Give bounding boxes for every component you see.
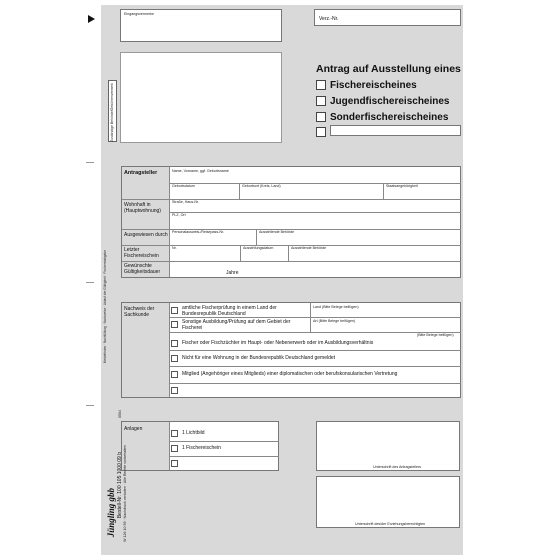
proof-item-training: Sonstige Ausbildung/Prüfung auf dem Gebiet der Fischerei [182, 319, 291, 331]
publisher-name: Jüngling gbb [106, 488, 116, 538]
receipt-notes-label: Eingangsvermerke [124, 12, 154, 16]
proof-checkbox-fisher[interactable] [171, 340, 178, 347]
applicant-signature-field[interactable] [316, 421, 460, 471]
last-license-label: Letzter Fischereischein [124, 247, 159, 259]
stamp-label-text: Zuständige Behörde/Gebührenvermerk [110, 83, 114, 142]
option-label-sonderfischereischein: Sonderfischereischeines [330, 112, 449, 123]
margin-note-text: Meldefristen · Nachfüllung · Nachweise · Ablauf der Gültigkeit · Fischereiabgabe [103, 250, 107, 364]
nationality-label: Staatsangehörigkeit [386, 184, 418, 188]
order-subtext [123, 445, 127, 542]
margin-note [103, 250, 107, 363]
proof-section [121, 302, 461, 398]
application-title: Antrag auf Ausstellung eines [316, 63, 461, 75]
guardian-signature-label: Unterschrift des/der Erziehungsberechtigten [355, 522, 426, 526]
license-nr-label: Nr. [172, 246, 177, 250]
stamp-side-label [108, 80, 117, 142]
proof-checkbox-training[interactable] [171, 321, 178, 328]
issuing-authority-label: Ausstellende Behörde [291, 246, 327, 250]
reference-number-field[interactable] [314, 9, 461, 26]
attachments-label: Anlagen [124, 426, 143, 432]
proof-item-diplomatic: Mitglied (Angehöriger eines Mitglieds) einer diplomatischen oder berufskonsularischen Vertretung [182, 371, 398, 377]
authority-stamp-area[interactable] [120, 52, 282, 143]
attachment-checkbox-other[interactable] [171, 460, 178, 467]
option-checkbox-fischereischein[interactable] [316, 80, 326, 90]
fold-mark-icon [86, 405, 94, 406]
proof-item-exam: amtliche Fischerprüfung in einem Land der Bundesrepublik Deutschland [182, 305, 277, 317]
option-checkbox-jugendfischereischein[interactable] [316, 96, 326, 106]
reference-number-label: Verz.-Nr. [319, 16, 339, 22]
order-number-text: Bestell-Nr. 100 105 1000 09 b [117, 452, 123, 519]
proof-checkbox-exam[interactable] [171, 307, 178, 314]
proof-art-label: Art (Bitte Belege beifügen) [313, 319, 356, 323]
issue-date-label: Ausstellungsdatum [243, 246, 274, 250]
id-authority-label: Ausstellende Behörde [259, 230, 295, 234]
publisher-logo [106, 488, 116, 537]
attachment-checkbox-license[interactable] [171, 445, 178, 452]
validity-label: Gewünschte Gültigkeitsdauer [124, 263, 161, 275]
fold-mark-icon [86, 162, 94, 163]
birthdate-label: Geburtsdatum [172, 184, 195, 188]
guardian-signature-field[interactable] [316, 476, 460, 528]
attachment-checkbox-photo[interactable] [171, 430, 178, 437]
birthplace-label: Geburtsort (Kreis, Land) [242, 184, 281, 188]
attachment-item-photo: 1 Lichtbild [182, 430, 205, 436]
proof-checkbox-diplomatic[interactable] [171, 371, 178, 378]
applicant-signature-label: Unterschrift des Antragstellers [373, 465, 421, 469]
option-checkbox-sonderfischereischein[interactable] [316, 112, 326, 122]
receipt-notes-field[interactable] [120, 9, 282, 42]
option-label-fischereischein: Fischereischeines [330, 80, 417, 91]
street-label: Straße, Haus-Nr. [172, 200, 199, 204]
proof-belege-label: (Bitte Belege beifügen) [417, 333, 454, 337]
fold-mark-icon [86, 282, 94, 283]
arrow-marker-icon [88, 15, 95, 23]
plz-label: PLZ, Ort [172, 213, 186, 217]
proof-label: Nachweis der Sachkunde [124, 306, 155, 318]
proof-item-no-residence: Nicht für eine Wohnung in der Bundesrepublik Deutschland gemeldet [182, 355, 336, 361]
id-label: Ausgewiesen durch [124, 232, 168, 238]
order-subtext-text: W 126 10 59 · Nachdruck verboten · Alle Rechte vorbehalten [123, 445, 127, 542]
applicant-section [121, 166, 461, 278]
residence-label: Wohnhaft in (Hauptwohnung) [124, 202, 161, 214]
attachments-section [121, 421, 279, 471]
form-code-text: 0504 [118, 410, 122, 418]
form-code [118, 410, 122, 418]
proof-item-fisher: Fischer oder Fischzüchter im Haupt- oder Nebenerwerb oder im Ausbildungsverhältnis [182, 340, 374, 346]
option-label-jugendfischereischein: Jugendfischereischeines [330, 96, 450, 107]
proof-land-label: Land (Bitte Belege beifügen) [313, 305, 359, 309]
years-label: Jahre [226, 270, 239, 276]
option-checkbox-other[interactable] [316, 127, 326, 137]
name-label: Name, Vorname, ggf. Geburtsname [172, 169, 229, 173]
applicant-label: Antragsteller [124, 170, 158, 176]
proof-checkbox-other[interactable] [171, 387, 178, 394]
id-document-label: Personalausweis-/Reisepass-Nr. [172, 230, 224, 234]
proof-checkbox-no-residence[interactable] [171, 355, 178, 362]
attachment-item-license: 1 Fischereischein [182, 445, 221, 451]
option-other-field[interactable] [330, 125, 461, 136]
